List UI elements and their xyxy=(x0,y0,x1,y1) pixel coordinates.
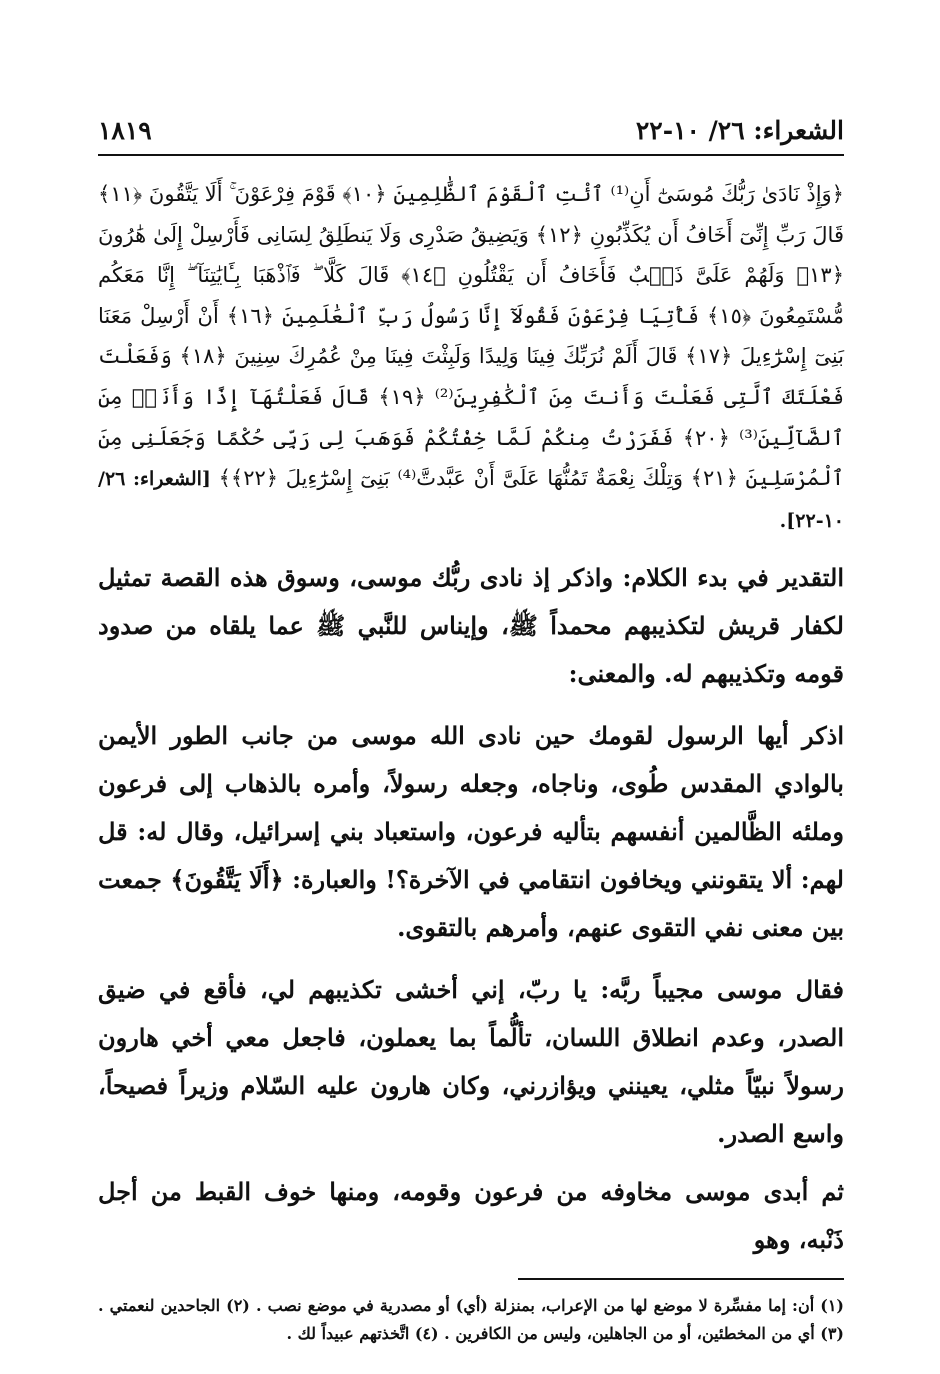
book-page xyxy=(98,108,844,1348)
verse-reference: [الشعراء: ٢٦/ ١٠-٢٢]. xyxy=(98,468,844,532)
page-header xyxy=(98,108,844,156)
paragraph-meaning: اذكر أيها الرسول لقومك حين نادى الله موسى من جانب الطور الأيمن بالوادي المقدس طُوى، وناجاه، وجعله رسولاً، وأمره بالذهاب إلى فرعون وملئه الظَّالمين أنفسهم بتأليه فرعون، واستعباد بني إسرائيل، وقال له: قل لهم: ألا يتقونني ويخافون انتقامي في الآخرة؟! والعبارة: ﴿أَلَا يَتَّقُونَ﴾ جمعت بين معنى نفي التقوى عنهم، وأمرهم بالتقوى. xyxy=(98,721,845,943)
footnote-separator xyxy=(518,1278,844,1280)
paragraph-intro: التقدير في بدء الكلام: واذكر إذ نادى ربُّك موسى، وسوق هذه القصة تمثيل لكفار قريش لتكذيبهم محمداً ﷺ، وإيناس للنَّبي ﷺ عما يلقاه من صدود قومه وتكذيبهم له. والمعنى: xyxy=(98,563,844,689)
quran-verses-block xyxy=(98,174,844,541)
running-title: الشعراء: ٢٦/ ١٠-٢٢ xyxy=(635,116,844,145)
page-number: ١٨١٩ xyxy=(98,116,152,145)
quran-verses: ﴿وَإِذْ نَادَىٰ رَبُّكَ مُوسَىٰٓ أَنِ⁽¹⁾ ٱئْتِ ٱلْقَوْمَ ٱلظَّٰلِمِينَ ﴿١٠﴾ قَوْمَ فِرْعَوْنَ ۚ أَلَا يَتَّقُونَ ﴿١١﴾ قَالَ رَبِّ إِنِّىٓ أَخَافُ أَن يُكَذِّبُونِ ﴿١٢﴾ وَيَضِيقُ صَدْرِى وَلَا يَنطَلِقُ لِسَانِى فَأَرْسِلْ إِلَىٰ هَٰرُونَ ﴿١٣﴾ وَلَهُمْ عَلَىَّ ذَنۢبٌ فَأَخَافُ أَن يَقْتُلُونِ ﴿١٤﴾ قَالَ كَلَّا ۖ فَٱذْهَبَا بِـَٔايَٰتِنَآ ۖ إِنَّا مَعَكُم مُّسْتَمِعُونَ ﴿١٥﴾ فَأْتِيَا فِرْعَوْنَ فَقُولَآ إِنَّا رَسُولُ رَبِّ ٱلْعَٰلَمِينَ ﴿١٦﴾ أَنْ أَرْسِلْ مَعَنَا بَنِىٓ إِسْرَٰٓءِيلَ ﴿١٧﴾ قَالَ أَلَمْ نُرَبِّكَ فِينَا وَلِيدًا وَلَبِثْتَ فِينَا مِنْ عُمُرِكَ سِنِينَ ﴿١٨﴾ وَفَعَلْتَ فَعْلَتَكَ ٱلَّتِى فَعَلْتَ وَأَنتَ مِنَ ٱلْكَٰفِرِينَ⁽²⁾ ﴿١٩﴾ قَالَ فَعَلْتُهَآ إِذًا وَأَنَا۠ مِنَ ٱلضَّآلِّينَ⁽³⁾ ﴿٢٠﴾ فَفَرَرْتُ مِنكُمْ لَمَّا خِفْتُكُمْ فَوَهَبَ لِى رَبِّى حُكْمًا وَجَعَلَنِى مِنَ ٱلْمُرْسَلِينَ ﴿٢١﴾ وَتِلْكَ نِعْمَةٌ تَمُنُّهَا عَلَىَّ أَنْ عَبَّدتَّ⁽⁴⁾ بَنِىٓ إِسْرَٰٓءِيلَ ﴿٢٢﴾﴾ xyxy=(98,182,845,491)
paragraph-moses-fears: ثم أبدى موسى مخاوفه من فرعون وقومه، ومنها خوف القبط من أجل ذَنْبه، وهو xyxy=(98,1177,844,1255)
footnotes: (١) أن: إما مفسِّرة لا موضع لها من الإعراب، بمنزلة (أي) أو مصدرية في موضع نصب . (٢) الجاحدين لنعمتي . (٣) أي من المخطئين، أو من الجاهلين، وليس من الكافرين . (٤) اتَّخذتهم عبيداً لك . xyxy=(98,1296,844,1344)
paragraph-moses-reply: فقال موسى مجيباً ربَّه: يا ربّ، إني أخشى تكذيبهم لي، فأقع في ضيق الصدر، وعدم انطلاق اللسان، تألُّماً بما يعملون، فاجعل معي أخي هارون رسولاً نبيّاً مثلي، يعينني ويؤازرني، وكان هارون عليه السّلام وزيراً فصيحاً، واسع الصدر. xyxy=(98,975,844,1149)
